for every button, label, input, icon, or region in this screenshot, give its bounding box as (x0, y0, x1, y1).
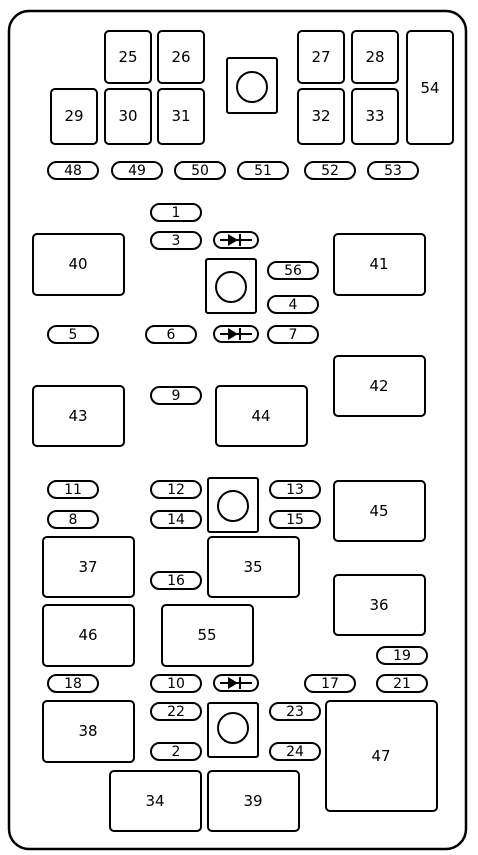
relay-47 (326, 701, 437, 811)
svg-text:18: 18 (64, 676, 82, 692)
svg-text:9: 9 (171, 388, 181, 404)
mini-fuse-2 (151, 743, 201, 760)
relay-43 (33, 386, 124, 446)
svg-text:40: 40 (68, 255, 88, 273)
fuse-31 (158, 89, 204, 144)
mini-fuse-10 (151, 675, 201, 692)
mini-fuse-53 (368, 162, 418, 179)
svg-text:47: 47 (371, 747, 391, 765)
mini-fuse-16 (151, 572, 201, 589)
mini-fuse-21 (377, 675, 427, 692)
svg-text:17: 17 (321, 676, 339, 692)
relay-39 (208, 771, 299, 831)
mini-fuse-4 (268, 296, 318, 313)
svg-text:56: 56 (284, 263, 302, 279)
diode-icon (214, 675, 258, 691)
svg-text:5: 5 (68, 327, 78, 343)
mini-fuse-19 (377, 647, 427, 664)
mini-fuse-9 (151, 387, 201, 404)
svg-text:16: 16 (167, 573, 185, 589)
svg-text:6: 6 (166, 327, 176, 343)
svg-text:10: 10 (167, 676, 185, 692)
svg-text:39: 39 (243, 792, 263, 810)
relay-42 (334, 356, 425, 416)
svg-text:42: 42 (369, 377, 389, 395)
relay-35 (208, 537, 299, 597)
svg-text:46: 46 (78, 626, 98, 644)
fuse-25 (105, 31, 151, 83)
svg-text:50: 50 (191, 163, 209, 179)
svg-text:1: 1 (171, 205, 181, 221)
svg-text:41: 41 (369, 255, 389, 273)
svg-text:44: 44 (251, 407, 271, 425)
mini-fuse-13 (270, 481, 320, 498)
svg-text:51: 51 (254, 163, 272, 179)
svg-text:33: 33 (365, 107, 385, 125)
svg-text:31: 31 (171, 107, 191, 125)
svg-text:19: 19 (393, 648, 411, 664)
svg-text:4: 4 (288, 297, 298, 313)
fuse-33 (352, 89, 398, 144)
fuse-26 (158, 31, 204, 83)
mini-fuse-51 (238, 162, 288, 179)
fuse-32 (298, 89, 344, 144)
mini-fuse-17 (305, 675, 355, 692)
svg-text:38: 38 (78, 722, 98, 740)
diode-icon (214, 232, 258, 248)
mini-fuse-5 (48, 326, 98, 343)
svg-text:35: 35 (243, 558, 263, 576)
svg-text:3: 3 (171, 233, 181, 249)
mini-fuse-11 (48, 481, 98, 498)
mini-fuse-6 (146, 326, 196, 343)
svg-text:12: 12 (167, 482, 185, 498)
svg-text:26: 26 (171, 48, 191, 66)
fuse-27 (298, 31, 344, 83)
svg-text:30: 30 (118, 107, 138, 125)
fuse-puller-top (227, 58, 277, 113)
mini-fuse-1 (151, 204, 201, 221)
svg-text:14: 14 (167, 512, 185, 528)
svg-text:11: 11 (64, 482, 82, 498)
mini-fuse-7 (268, 326, 318, 343)
svg-text:55: 55 (197, 626, 217, 644)
relay-55 (162, 605, 253, 666)
svg-text:15: 15 (286, 512, 304, 528)
svg-text:22: 22 (167, 704, 185, 720)
relay-41 (334, 234, 425, 295)
fuse-puller-upper-middle (206, 259, 256, 313)
svg-text:53: 53 (384, 163, 402, 179)
relay-45 (334, 481, 425, 541)
mini-fuse-50 (175, 162, 225, 179)
mini-fuse-23 (270, 703, 320, 720)
mini-fuse-52 (305, 162, 355, 179)
relay-44 (216, 386, 307, 446)
fuse-29 (51, 89, 97, 144)
svg-text:2: 2 (171, 744, 181, 760)
svg-text:23: 23 (286, 704, 304, 720)
fuse-54 (407, 31, 453, 144)
svg-text:24: 24 (286, 744, 304, 760)
svg-text:52: 52 (321, 163, 339, 179)
mini-fuse-15 (270, 511, 320, 528)
fuse-28 (352, 31, 398, 83)
svg-text:25: 25 (118, 48, 138, 66)
relay-34 (110, 771, 201, 831)
mini-fuse-8 (48, 511, 98, 528)
svg-text:45: 45 (369, 502, 389, 520)
mini-fuse-56 (268, 262, 318, 279)
svg-text:21: 21 (393, 676, 411, 692)
svg-text:48: 48 (64, 163, 82, 179)
svg-text:7: 7 (288, 327, 298, 343)
svg-text:29: 29 (64, 107, 84, 125)
relay-38 (43, 701, 134, 762)
svg-text:13: 13 (286, 482, 304, 498)
svg-text:8: 8 (68, 512, 78, 528)
svg-text:27: 27 (311, 48, 331, 66)
svg-text:54: 54 (420, 79, 440, 97)
mini-fuse-12 (151, 481, 201, 498)
relay-40 (33, 234, 124, 295)
mini-fuse-3 (151, 232, 201, 249)
fuse-puller-lower-middle (208, 478, 258, 532)
svg-text:37: 37 (78, 558, 98, 576)
svg-text:34: 34 (145, 792, 165, 810)
fuse-puller-bottom (208, 703, 258, 757)
fuse-30 (105, 89, 151, 144)
svg-text:32: 32 (311, 107, 331, 125)
mini-fuse-18 (48, 675, 98, 692)
svg-text:43: 43 (68, 407, 88, 425)
mini-fuse-48 (48, 162, 98, 179)
relay-37 (43, 537, 134, 597)
svg-text:28: 28 (365, 48, 385, 66)
mini-fuse-14 (151, 511, 201, 528)
mini-fuse-49 (112, 162, 162, 179)
diode-icon (214, 326, 258, 342)
mini-fuse-22 (151, 703, 201, 720)
mini-fuse-24 (270, 743, 320, 760)
svg-text:49: 49 (128, 163, 146, 179)
svg-text:36: 36 (369, 596, 389, 614)
relay-46 (43, 605, 134, 666)
relay-36 (334, 575, 425, 635)
